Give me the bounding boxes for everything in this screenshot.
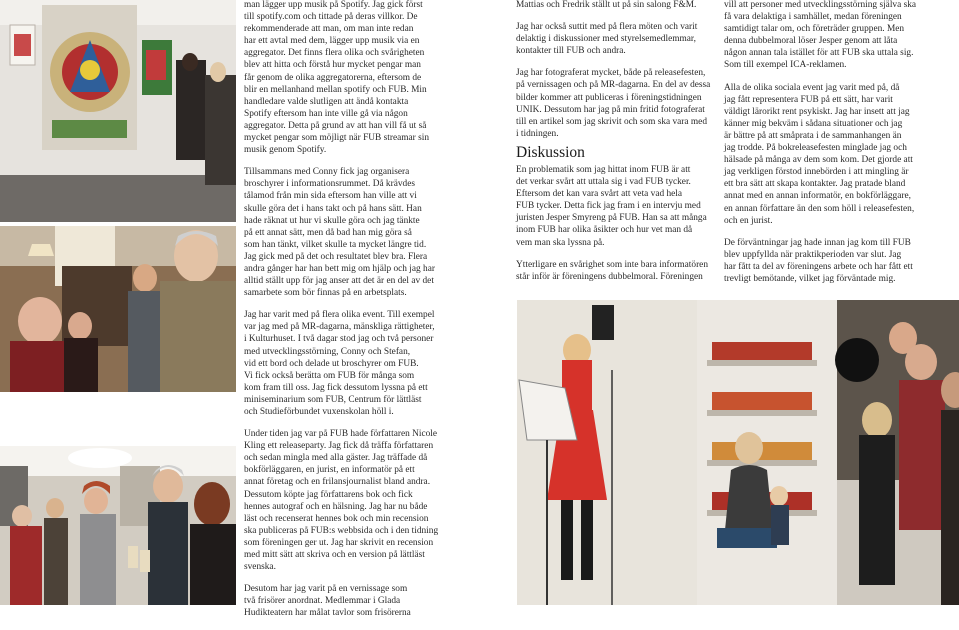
paragraph-meetings: Jag har också suttit med på flera möten och varit delaktig i diskussioner med styrelsemedlemmar, kontakter till FUB och andra. — [516, 22, 698, 57]
reception-photo — [0, 446, 236, 605]
paragraph-expectations: De förväntningar jag hade innan jag kom till FUB blev uppfyllda när praktikperioden var slut. Jag har fått ta del av föreningens arbete och har fått ett trevligt bemötande, vilket jag förväntade mig. — [724, 237, 913, 284]
paragraph-release-party: Under tiden jag var på FUB hade författaren Nicole Kling ett releaseparty. Jag fick då träffa författaren och sedan mingla med alla gäster. Jag träffade då bokförläggaren, en jurist, en informatör på ett annat företag och en frilansjournalist bland andra. Dessutom köpte jag författarens bok och fick hennes autograf och en hälsning. Jag har nu både läst och recenserat hennes bok och min recension ska publiceras på FUB:s webbsida och i den tidning som föreningen ger ut. Jag har skrivit en recension med mitt sätt att skriva och en version på lättläst svenska. — [244, 429, 439, 573]
paragraph-photography: Jag har fotograferat mycket, både på releasefesten, på vernissagen och på MR-dagarna. En del av dessa bilder kommer att publiceras i föreningstidningen UNIK. Dessutom har jag på min fritid fotograferat till en artikel som jag skrivit och som ska vara med i tidningen. — [516, 68, 711, 139]
paragraph-double-standard: Ytterligare en svårighet som inte bara informatören står inför är föreningens dubbelmoral. Föreningen — [516, 259, 708, 282]
gallery-photo — [0, 0, 236, 222]
mingle-photo — [0, 226, 236, 392]
text-column-2 — [516, 0, 726, 293]
paragraph-salon: Mattias och Fredrik ställt ut på sin salong F&M. — [516, 0, 697, 10]
violinist-photo — [517, 300, 959, 605]
paragraph-social-events: Alla de olika sociala event jag varit med på, då jag fått representera FUB på ett sätt, har varit väldigt lärorikt rent psykiskt. Jag har insett att jag känner mig bekväm i sådana situationer och jag är bättre på att småprata i de sammanhangen än jag trodde. På bokreleasefesten minglade jag och hälsade på många av dem som kom. Det gjorde att jag verkligen förstod innebörden i att mingling är ett bra sätt att skapa kontakter. Jag pratade bland annat med en annan informatör, en bokförläggare, en annan författare än den som höll i releasefesten, och en jurist. — [724, 82, 915, 226]
text-column-3 — [724, 0, 956, 295]
section-heading-diskussion: Diskussion — [516, 143, 585, 161]
paragraph-problematic: En problematik som jag hittat inom FUB är att det verkar svårt att uttala sig i vad FUB tycker. Eftersom det kan vara svårt att veta vad hela FUB tycker. Detta fick jag fram i en intervju med juristen Jesper Smyreng på FUB. Han sa att många inom FUB har olika åsikter och hur vet man då vem man ska lyssna på. — [516, 164, 707, 248]
text-column-1 — [244, 0, 508, 630]
paragraph-vernissage: Desutom har jag varit på en vernissage som två frisörer anordnat. Medlemmar i Glada Hudikteatern har målat tavlor som frisörerna — [244, 584, 411, 619]
paragraph-brochures: Tillsammans med Conny fick jag organisera broschyrer i informationsrummet. Då krävdes tålamod från min sida eftersom han ville att vi skulle göra det i hans takt och på hans sätt. Han hade räknat ut hur vi skulle göra och jag tänkte på ett annat sätt, men då bad han mig göra så som han tänkt, vilket skulle ta mycket längre tid. Jag gick med på det och resultatet blev bra. Flera andra gånger har han bett mig om hjälp och jag har alltid ställt upp för jag anser att det är en del av det samarbete som bör finnas på en arbetsplats. — [244, 167, 435, 299]
paragraph-spotify: man lägger upp musik på Spotify. Jag gick först till spotify.com och tittade på deras villkor. De rekommenderade att man, om man inte redan har ett avtal med dem, lägger upp musik via en aggregator. Det finns flera olika och svårigheten blev att hitta och förstå hur mycket pengar man får genom de olika aggregatorerna, eftersom de blir en mellanhand mellan spotify och FUB. Min handledare valde slutligen att ändå kontakta Spotify eftersom han inte ville gå via någon aggregator. Detta på grund av att han vill få ut så mycket pengar som möjligt när FUB streamar sin musik genom Spotify. — [244, 0, 430, 156]
paragraph-participation: vill att personer med utvecklingsstörning själva ska få vara delaktiga i samhället, medan föreningen samtidigt talar om, och företräder gruppen. Men denna dubbelmoral löser Jesper genom att låta någon annan tala istället för att FUB ska uttala sig. Som till exempel ICA-reklamen. — [724, 0, 917, 71]
paragraph-events: Jag har varit med på flera olika event. Till exempel var jag med på MR-dagarna, mänskliga rättigheter, i Kulturhuset. I två dagar stod jag och två personer med utvecklingsstörning, Conny och Stefan, vid ett bord och delade ut broschyrer om FUB. Vi fick också berätta om FUB för många som kom fram till oss. Jag fick dessutom lyssna på ett miniseminarium som FUB, Centrum för lättläst och Studieförbundet vuxenskolan höll i. — [244, 310, 435, 417]
